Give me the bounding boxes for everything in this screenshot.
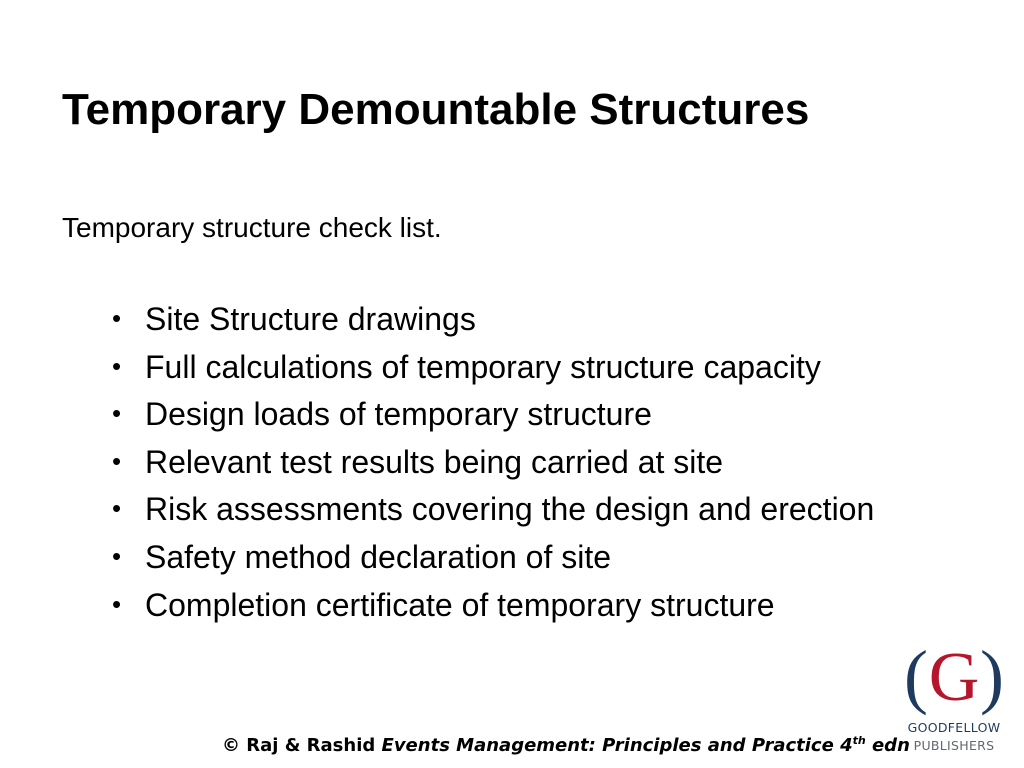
footer-authors: © Raj & Rashid	[222, 735, 382, 756]
checklist-item	[112, 391, 874, 439]
footer-book-title	[382, 735, 910, 756]
checklist-item	[112, 582, 874, 630]
slide-title: Temporary Demountable Structures	[62, 85, 810, 134]
checklist-item-text: Risk assessments covering the design and erection	[145, 491, 875, 528]
slide-subtitle: Temporary structure check list.	[62, 212, 442, 243]
checklist-item	[112, 486, 874, 534]
footer-book-name: Events Management: Principles and Practice 4	[381, 735, 853, 756]
logo-paren-close: )	[980, 640, 1004, 716]
logo-wordmark-publishers: PUBLISHERS	[913, 738, 995, 753]
bullet-icon: •	[112, 493, 122, 524]
checklist	[112, 296, 874, 629]
checklist-item	[112, 296, 874, 344]
bullet-icon: •	[112, 350, 122, 381]
checklist-item-text: Full calculations of temporary structure capacity	[145, 348, 821, 385]
bullet-icon: •	[112, 588, 122, 619]
checklist-item	[112, 534, 874, 582]
checklist-item	[112, 439, 874, 487]
footer-edition: edn	[865, 735, 910, 756]
logo-paren-open: (	[904, 640, 928, 716]
footer-edition-superscript: th	[852, 734, 866, 747]
bullet-icon: •	[112, 445, 122, 476]
copyright-footer	[222, 734, 910, 758]
bullet-icon: •	[112, 303, 122, 333]
bullet-icon: •	[112, 398, 122, 429]
checklist-item	[112, 344, 874, 392]
checklist-item-text: Design loads of temporary structure	[145, 396, 652, 433]
checklist-item-text: Completion certificate of temporary structure	[145, 586, 775, 623]
logo-wordmark-goodfellow: GOODFELLOW	[907, 720, 1001, 735]
publisher-logo	[898, 640, 1010, 758]
checklist-item-text: Relevant test results being carried at site	[145, 443, 724, 480]
goodfellow-g-logo-icon	[902, 640, 1006, 716]
logo-letter: G	[928, 640, 980, 716]
checklist-item-text: Site Structure drawings	[145, 301, 476, 337]
bullet-icon: •	[112, 540, 122, 571]
checklist-item-text: Safety method declaration of site	[145, 538, 612, 575]
